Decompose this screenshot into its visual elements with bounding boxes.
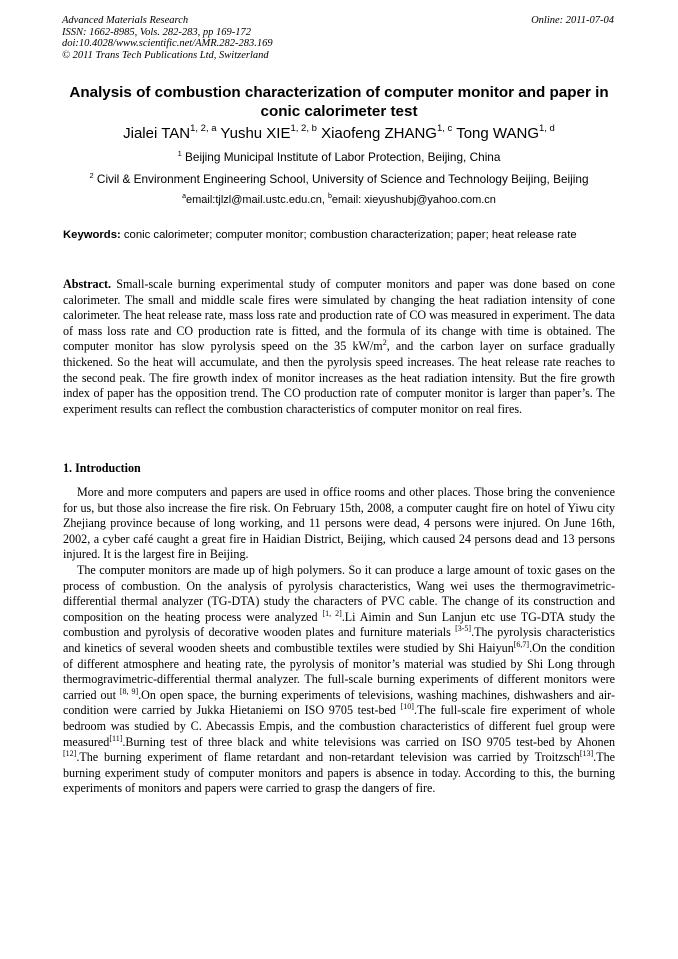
email-text: email: xieyushubj@yahoo.com.cn xyxy=(331,194,496,206)
citation-ref: [8, 9] xyxy=(119,686,139,696)
affiliation-mark: 1 xyxy=(177,149,182,158)
intro-text-segment: .Li Aimin and Sun Lanjun etc use TG-DTA study the combustion and pyrolysis of decorative wooden plates and furniture materials xyxy=(63,609,615,640)
citation-ref: [3-5] xyxy=(455,624,472,634)
journal-name: Advanced Materials Research xyxy=(62,15,189,26)
citation-ref: [1, 2] xyxy=(322,608,342,618)
superscript: 2 xyxy=(382,338,387,348)
paper-title: Analysis of combustion characterization of computer monitor and paper in conic calorimeter test xyxy=(69,84,609,120)
email-mark: b xyxy=(327,193,332,200)
affiliation-text: Beijing Municipal Institute of Labor Protection, Beijing, China xyxy=(185,150,501,164)
email-mark: a xyxy=(182,193,186,200)
journal-doi: doi:10.4028/www.scientific.net/AMR.282-283.169 xyxy=(62,38,273,50)
author-name: Jialei TAN xyxy=(123,125,191,142)
author-affiliation-mark: 1, 2, a xyxy=(190,123,217,134)
intro-paragraph-1: More and more computers and papers are used in office rooms and other places. Those bring the convenience for us, but those also increase the fire risk. On February 15th, 2008, a computer caught fire on hotel of Yiwu city Zhejiang province because of long working, and 11 persons were dead, 4 persons were injured. On June 16th, 2002, a cyber café caught a great fire in Haidian District, Beijing, which caused 24 persons dead and 13 persons injured. It is the largest fire in Beijing. xyxy=(63,485,615,562)
journal-header xyxy=(62,15,614,61)
author-name: Yushu XIE xyxy=(220,125,291,142)
author-affiliation-mark: 1, 2, b xyxy=(290,123,317,134)
affiliation-2 xyxy=(40,172,638,187)
email-text: email:tjlzl@mail.ustc.edu.cn, xyxy=(185,194,328,206)
citation-ref: [10] xyxy=(400,702,414,712)
affiliation-text: Civil & Environment Engineering School, University of Science and Technology Beijing, Beijing xyxy=(96,172,589,186)
intro-text-segment: .Burning test of three black and white televisions was carried on ISO 9705 test-bed by Ahonen xyxy=(122,734,615,749)
intro-text-segment: .On open space, the burning experiments of televisions, washing machines, dishwashers and air-condition were carried by Jukka Hietaniemi on ISO 9705 test-bed xyxy=(63,687,615,718)
author-name: Xiaofeng ZHANG xyxy=(321,125,437,142)
section-heading-introduction: 1. Introduction xyxy=(63,461,141,475)
author-affiliation-mark: 1, d xyxy=(539,123,555,134)
citation-ref: [6,7] xyxy=(513,639,530,649)
intro-text-segment: .The full-scale fire experiment of whole bedroom was studied by C. Abecassis Empis, and the combustion characteristics of different fuel group were measured xyxy=(63,703,615,749)
journal-copyright: © 2011 Trans Tech Publications Ltd, Switzerland xyxy=(62,49,269,61)
author-list xyxy=(40,124,638,144)
intro-paragraph-2 xyxy=(63,563,615,797)
keywords xyxy=(63,228,615,243)
citation-ref: [12] xyxy=(63,749,77,759)
abstract-label: Abstract. xyxy=(63,277,112,291)
abstract-text: Small-scale burning experimental study of computer monitors and paper was done based on cone calorimeter. The small and middle scale fires were simulated by changing the heat radiation intensity of cone calorimeter. The heat release rate, mass loss rate and production rate of CO was measured in experiment. The data of mass loss rate and CO production rate is fitted, and the formula of its change with time is obtained. The computer monitor has slow pyrolysis speed on the 35 kW/m xyxy=(63,277,615,354)
affiliation-1 xyxy=(40,150,638,165)
intro-text-segment: .The burning experiment study of computer monitors and papers is absence in today. According to this, the burning experiments of monitors and papers were carried to grasp the dangers of fire. xyxy=(63,750,615,796)
email-line xyxy=(40,193,638,208)
citation-ref: [13] xyxy=(579,749,594,759)
intro-text-segment: .The pyrolysis characteristics and kinetics of several wooden sheets and combustible textiles were studied by Shi Haiyun xyxy=(63,625,615,655)
online-date: Online: 2011-07-04 xyxy=(531,15,614,26)
intro-text-segment: .On the condition of different atmosphere and heating rate, the pyrolysis of monitor’s material was studied by Shi Long through thermogravimetric-differential thermal analyzer. The full-scale burning experiments of different monitors were carried out xyxy=(63,640,616,702)
author-affiliation-mark: 1, c xyxy=(436,123,453,134)
journal-issn: ISSN: 1662-8985, Vols. 282-283, pp 169-172 xyxy=(62,26,251,38)
affiliation-mark: 2 xyxy=(89,171,94,180)
citation-ref: [11] xyxy=(109,733,123,743)
intro-text-segment: .The burning experiment of flame retardant and non-retardant television was carried by Troitzsch xyxy=(76,750,580,765)
introduction-body xyxy=(63,485,615,797)
abstract xyxy=(63,277,615,417)
author-name: Tong WANG xyxy=(456,125,539,142)
abstract-text-cont: , and the carbon layer on surface gradually thickened. So the heat will accumulate, and then the pyrolysis speed increases. The heat release rate reaches to the second peak. The fire growth index of monitor increases as the heat radiation intensity. But the fire growth index of paper has the opposition trend. The CO production rate of computer monitor is larger than paper’s. The experiment results can reflect the combustion characteristics of computer monitor on real fires. xyxy=(63,339,615,416)
keywords-label: Keywords: xyxy=(63,229,121,241)
keywords-text: conic calorimeter; computer monitor; combustion characterization; paper; heat release rate xyxy=(120,229,577,241)
intro-text-segment: The computer monitors are made up of high polymers. So it can produce a large amount of toxic gases on the process of combustion. On the analysis of pyrolysis characteristics, Wang wei uses the thermogravimetric-differential thermal analyzer (TG-DTA) study the characters of PVC cable. The change of its construction and composition on the heating process were analyzed xyxy=(63,562,615,624)
